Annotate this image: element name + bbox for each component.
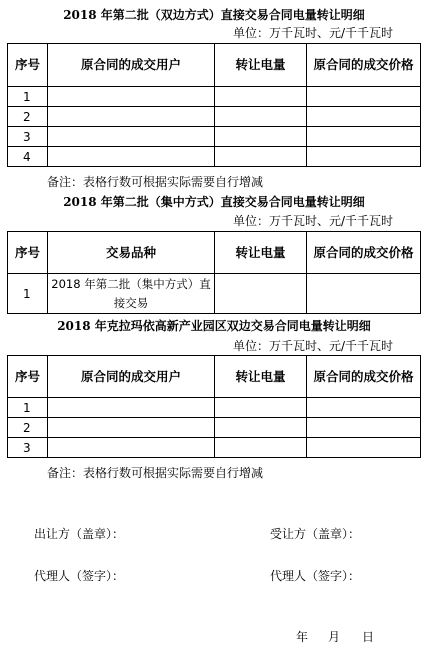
section1-unit: 单位：万千瓦时、元/千千瓦时 [233,26,394,40]
transferor-seal-label: 出让方（盖章）： [34,527,125,541]
cell-price[interactable] [307,107,421,127]
header-price: 原合同的成交价格 [307,356,421,398]
cell-variety: 2018 年第二批（集中方式）直接交易 [48,274,215,314]
header-seq: 序号 [8,356,48,398]
table-header-row [8,232,421,274]
header-price: 原合同的成交价格 [307,44,421,87]
cell-transfer[interactable] [215,127,307,147]
section3-note: 备注：表格行数可根据实际需要自行增减 [47,466,264,480]
cell-price[interactable] [307,274,421,314]
section3-unit: 单位：万千瓦时、元/千千瓦时 [233,339,394,353]
table-row [8,398,421,418]
row-number: 1 [8,398,48,418]
header-seq: 序号 [8,232,48,274]
table-header-row [8,44,421,87]
cell-transfer[interactable] [215,87,307,107]
row-number: 3 [8,127,48,147]
row-number: 2 [8,107,48,127]
table-header-row [8,356,421,398]
table-row [8,418,421,438]
row-number: 2 [8,418,48,438]
section3-title: 2018 年克拉玛依高新产业园区双边交易合同电量转让明细 [57,319,371,333]
date-day: 日 [362,630,375,644]
row-number: 3 [8,438,48,458]
cell-transfer[interactable] [215,398,307,418]
table-row [8,274,421,314]
header-user: 原合同的成交用户 [48,356,215,398]
date-month: 月 [328,630,341,644]
cell-transfer[interactable] [215,418,307,438]
cell-user[interactable] [48,398,215,418]
cell-user[interactable] [48,127,215,147]
agent-right-sign-label: 代理人（签字）： [270,569,361,583]
cell-price[interactable] [307,398,421,418]
table-row [8,127,421,147]
table-row [8,87,421,107]
row-number: 4 [8,147,48,167]
cell-price[interactable] [307,147,421,167]
header-transfer: 转让电量 [215,44,307,87]
cell-user[interactable] [48,438,215,458]
table-row [8,107,421,127]
header-variety: 交易品种 [48,232,215,274]
table-row [8,438,421,458]
section2-title: 2018 年第二批（集中方式）直接交易合同电量转让明细 [63,195,365,209]
header-transfer: 转让电量 [215,356,307,398]
section2-unit: 单位：万千瓦时、元/千千瓦时 [233,214,394,228]
section2-table [7,231,421,314]
header-seq: 序号 [8,44,48,87]
header-user: 原合同的成交用户 [48,44,215,87]
cell-user[interactable] [48,147,215,167]
header-price: 原合同的成交价格 [307,232,421,274]
cell-transfer[interactable] [215,107,307,127]
section1-note: 备注：表格行数可根据实际需要自行增减 [47,175,264,189]
section1-title: 2018 年第二批（双边方式）直接交易合同电量转让明细 [63,8,365,22]
table-row [8,147,421,167]
header-transfer: 转让电量 [215,232,307,274]
cell-price[interactable] [307,418,421,438]
cell-transfer[interactable] [215,274,307,314]
agent-left-sign-label: 代理人（签字）： [34,569,125,583]
cell-user[interactable] [48,418,215,438]
date-year: 年 [296,630,309,644]
cell-transfer[interactable] [215,438,307,458]
cell-price[interactable] [307,87,421,107]
cell-price[interactable] [307,438,421,458]
cell-user[interactable] [48,107,215,127]
cell-transfer[interactable] [215,147,307,167]
transferee-seal-label: 受让方（盖章）： [270,527,361,541]
cell-user[interactable] [48,87,215,107]
row-number: 1 [8,274,48,314]
cell-price[interactable] [307,127,421,147]
section3-table [7,355,421,458]
row-number: 1 [8,87,48,107]
section1-table [7,43,421,167]
